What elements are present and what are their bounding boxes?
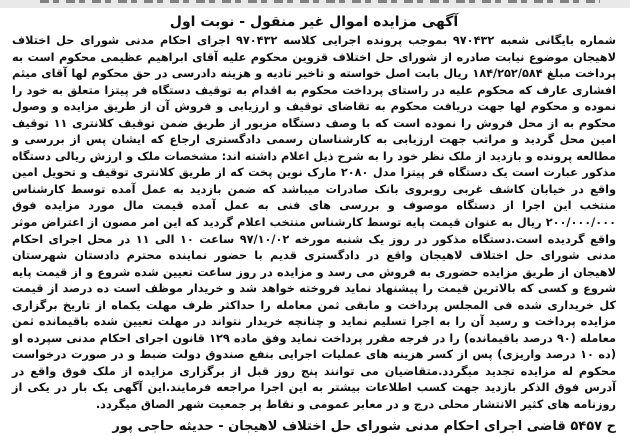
auction-notice <box>4 9 624 434</box>
clipped-previous-notice-strip <box>0 0 630 8</box>
notice-title: آگهی مزایده اموال غیر منقول - نوبت اول <box>169 14 459 30</box>
notice-signature: ح ۵۴۵۷ قاضی اجرای احکام مدنی شورای حل اختلاف لاهیجان - حدیثه حاجی پور <box>112 418 616 434</box>
notice-body: شماره بایگانی شعبه ۹۷۰۴۳۲ بموجب پرونده اجرایی کلاسه ۹۷۰۴۳۲ اجرای احکام مدنی شورای حل اختلاف لاهیجان موضوع نیابت صادره از شورای حل اختلاف قزوین محکوم علیه آقای ابراهیم عظیمی محکوم است به پرداخت مبلغ ۱۸۴/۲۵۲/۵۸۴ ریال بابت اصل خواسته و تاخیر تادیه و هزینه دادرسی در حق محکوم لها آقای میثم افشاری عارف که محکوم علیه در راستای پرداخت محکوم به اقدام به توقیف دستگاه فر پیتزا متعلق به خود را نموده و محکوم لها جهت دریافت محکوم به تقاضای توقیف و ارزیابی و فروش آن از طریق مزایده و وصول محکوم به از محل فروش را نموده است که با وصف دستگاه مزبور از طریق ضمن توقیف کلانتری ۱۱ توقیف امین محل گردید و مراتب جهت ارزیابی به کارشناسان رسمی دادگستری ارجاع که ایشان پس از بررسی و مطالعه پرونده و بازدید از ملک نظر خود را به شرح ذیل اعلام داشته اند: مشخصات ملک و ارزش ریالی دستگاه مذکور عبارت است یک دستگاه فر پیتزا مدل ۲۰۸۰ مارک نوین پخت که از طریق کلانتری توقیف و تحویل امین واقع در خیابان کاشف غربی روبروی بانک صادرات میباشد که ضمن بازدید به عمل آمده توسط کارشناس منتخب این اجرا از دستگاه موصوف و بررسی های فنی به عمل آمده قیمت مال مورد مزایده فوق ۲۰۰/۰۰۰/۰۰۰ ریال به عنوان قیمت پایه توسط کارشناس منتخب اعلام گردید که این امر مصون از اعتراض موثر واقع گردیده است.دستگاه مذکور در روز یک شنبه مورخه ۹۷/۱۰/۰۲ ساعت ۱۰ الی ۱۱ در محل اجرای احکام مدنی شورای حل اختلاف لاهیجان واقع در دادگستری قدیم با حضور نماینده محترم دادستان شهرستان لاهیجان از طریق مزایده حضوری به فروش می رسد و مزایده در روز ساعت تعیین شده شروع و از قیمت پایه شروع و کسی که بالاترین قیمت را پیشنهاد نماید فروخته خواهد شد و خریدار موظف است ده درصد از قیمت کل خریداری شده فی المجلس پرداخت و مابقی ثمن معامله را حداکثر ظرف مهلت یکماه از تاریخ برگزاری مزایده پرداخت و رسید آن را به اجرا تسلیم نماید و چنانچه خریدار نتواند در مهلت تعیین شده باقیمانده ثمن معامله (۹۰ درصد باقیمانده) را در فرجه مقرر پرداخت نماید وفق ماده ۱۲۹ قانون اجرای احکام مدنی سپرده او (ده ۱۰ درصد واریزی) پس از کسر هزینه های عملیات اجرایی بنفع صندوق دولت ضبط و در صورت درخواست محکوم له مزایده تجدید میگردد.متقاضیان می توانند پنج روز قبل از برگزاری مزایده از ملک فوق واقع در آدرس فوق الذکر بازدید جهت کسب اطلاعات بیشتر به این اجرا مراجعه فرمایند.این آگهی یک بار در یکی از روزنامه های کثیر الانتشار محلی درج و در معابر عمومی و نقاط پر جمعیت شهر الصاق میگردد. <box>12 34 616 412</box>
clipped-previous-notice-text <box>40 0 600 3</box>
